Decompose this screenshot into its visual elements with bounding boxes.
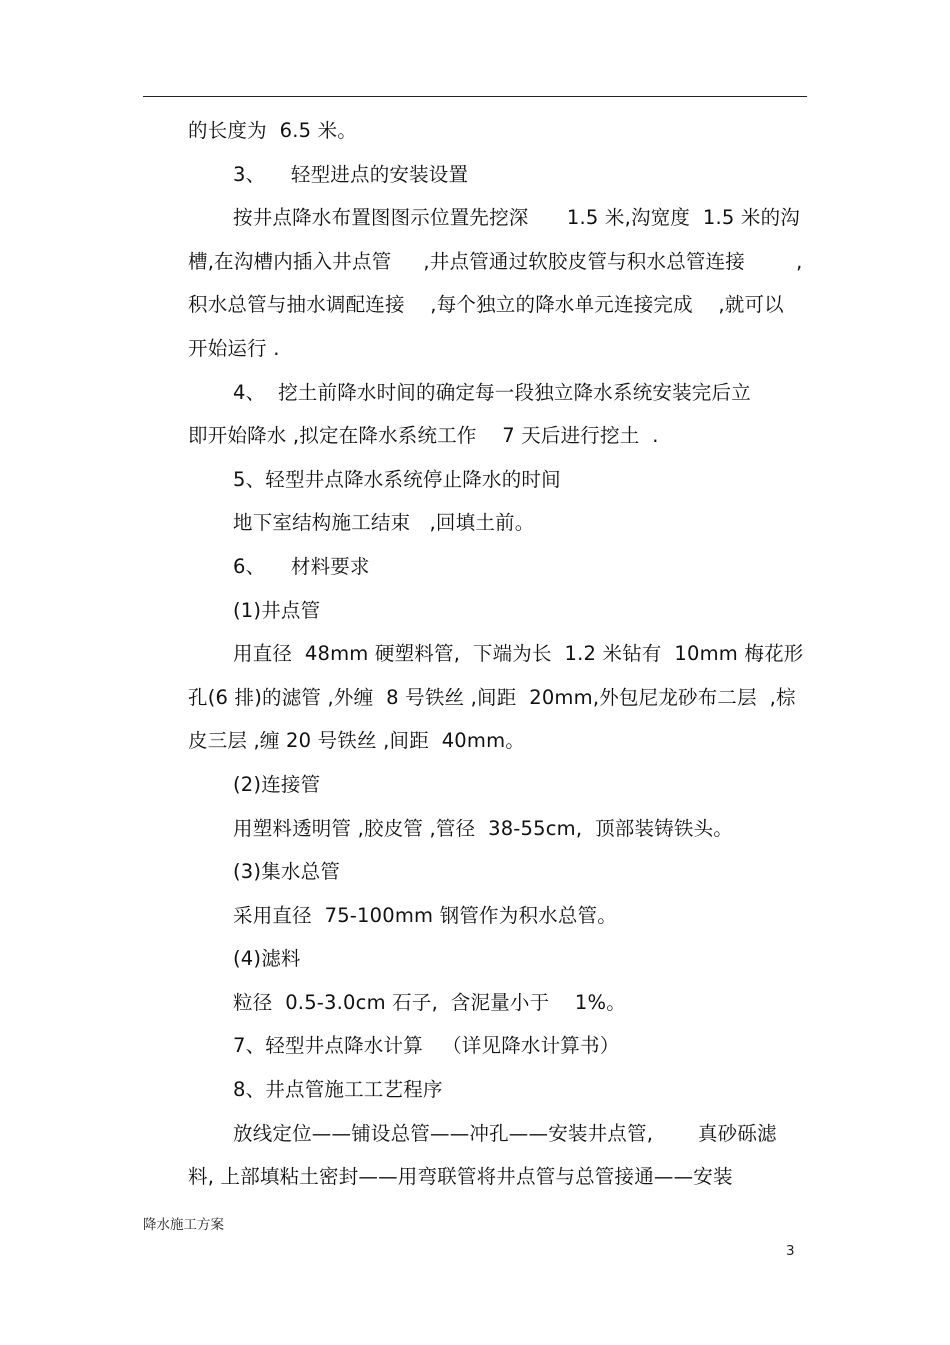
text-line: 6、 材料要求 xyxy=(233,554,370,578)
text-line: 用直径 48mm 硬塑料管, 下端为长 1.2 米钻有 10mm 梅花形 xyxy=(233,642,804,666)
page-number: 3 xyxy=(786,1243,795,1259)
text-line: 粒径 0.5-3.0cm 石子, 含泥量小于 1%。 xyxy=(233,990,626,1014)
text-line: 皮三层 ,缠 20 号铁丝 ,间距 40mm。 xyxy=(188,729,526,753)
text-line: 槽,在沟槽内插入井点管 ,井点管通过软胶皮管与积水总管连接 , xyxy=(188,249,803,273)
text-line: 3、 轻型进点的安装设置 xyxy=(233,162,469,186)
header-rule xyxy=(143,96,807,97)
text-line: 放线定位——铺设总管——冲孔——安装井点管, 真砂砾滤 xyxy=(233,1121,777,1145)
text-line: (2)连接管 xyxy=(233,772,321,796)
text-line: 8、井点管施工工艺程序 xyxy=(233,1078,443,1102)
text-line: (1)井点管 xyxy=(233,598,321,622)
text-line: 用塑料透明管 ,胶皮管 ,管径 38-55cm, 顶部装铸铁头。 xyxy=(233,816,733,840)
text-line: 孔(6 排)的滤管 ,外缠 8 号铁丝 ,间距 20mm,外包尼龙砂布二层 ,棕 xyxy=(188,685,796,709)
text-line: 5、轻型井点降水系统停止降水的时间 xyxy=(233,467,561,491)
footer-title: 降水施工方案 xyxy=(143,1217,224,1233)
text-line: 即开始降水 ,拟定在降水系统工作 7 天后进行挖土 . xyxy=(188,424,659,448)
text-line: 7、轻型井点降水计算 （详见降水计算书） xyxy=(233,1034,620,1058)
text-line: 采用直径 75-100mm 钢管作为积水总管。 xyxy=(233,903,617,927)
body-text xyxy=(188,109,808,1199)
text-line: 按井点降水布置图图示位置先挖深 1.5 米,沟宽度 1.5 米的沟 xyxy=(233,206,801,230)
text-line: 地下室结构施工结束 ,回填土前。 xyxy=(233,511,535,535)
text-line: 4、 挖土前降水时间的确定每一段独立降水系统安装完后立 xyxy=(233,380,751,404)
text-line: 开始运行 . xyxy=(188,336,280,360)
text-line: 积水总管与抽水调配连接 ,每个独立的降水单元连接完成 ,就可以 xyxy=(188,293,784,317)
text-line: 料, 上部填粘土密封——用弯联管将井点管与总管接通——安装 xyxy=(188,1165,733,1189)
text-line: (3)集水总管 xyxy=(233,860,341,884)
text-line: (4)滤料 xyxy=(233,947,301,971)
text-line: 的长度为 6.5 米。 xyxy=(188,119,358,142)
